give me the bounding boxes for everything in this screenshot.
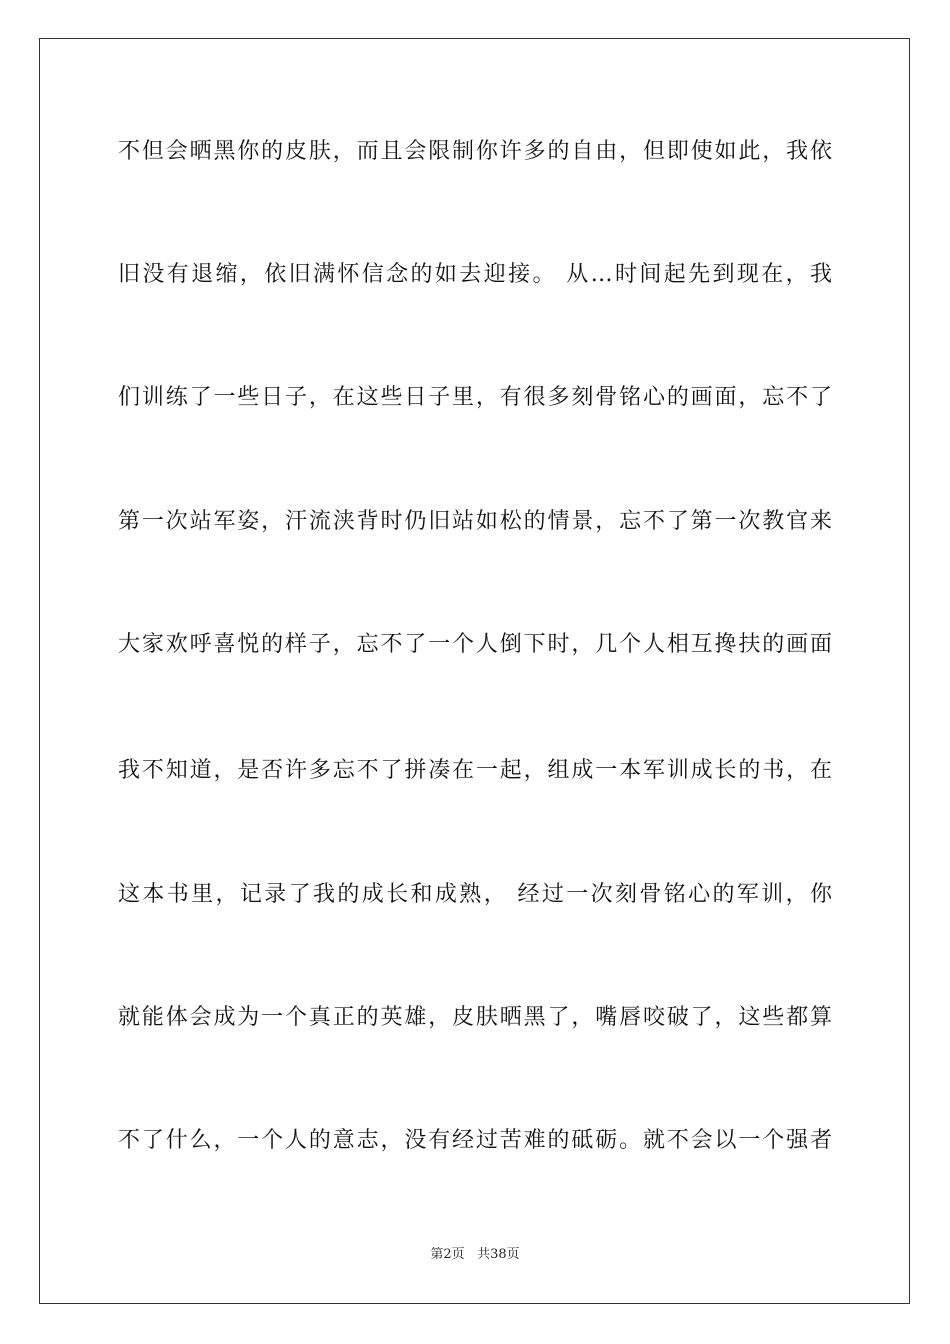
text-line: 不但会晒黑你的皮肤，而且会限制你许多的自由，但即使如此，我依	[118, 139, 832, 164]
text-line: 这本书里，记录了我的成长和成熟， 经过一次刻骨铭心的军训，你	[118, 882, 832, 907]
text-line: 第一次站军姿，汗流浃背时仍旧站如松的情景，忘不了第一次教官来	[118, 509, 832, 534]
page-number: 第2页	[430, 1247, 465, 1262]
text-line: 我不知道，是否许多忘不了拼凑在一起，组成一本军训成长的书，在	[118, 758, 832, 783]
text-line: 们训练了一些日子，在这些日子里，有很多刻骨铭心的画面，忘不了	[118, 385, 832, 410]
page-total: 共38页	[477, 1247, 520, 1262]
text-line: 旧没有退缩，依旧满怀信念的如去迎接。 从…时间起先到现在，我	[118, 262, 832, 287]
text-line: 大家欢呼喜悦的样子，忘不了一个人倒下时，几个人相互搀扶的画面	[118, 632, 832, 657]
page-footer	[0, 1246, 950, 1264]
text-line: 不了什么，一个人的意志，没有经过苦难的砥砺。就不会以一个强者	[118, 1128, 832, 1153]
page-border	[39, 38, 910, 1304]
text-line: 就能体会成为一个真正的英雄，皮肤晒黑了，嘴唇咬破了，这些都算	[118, 1005, 832, 1030]
